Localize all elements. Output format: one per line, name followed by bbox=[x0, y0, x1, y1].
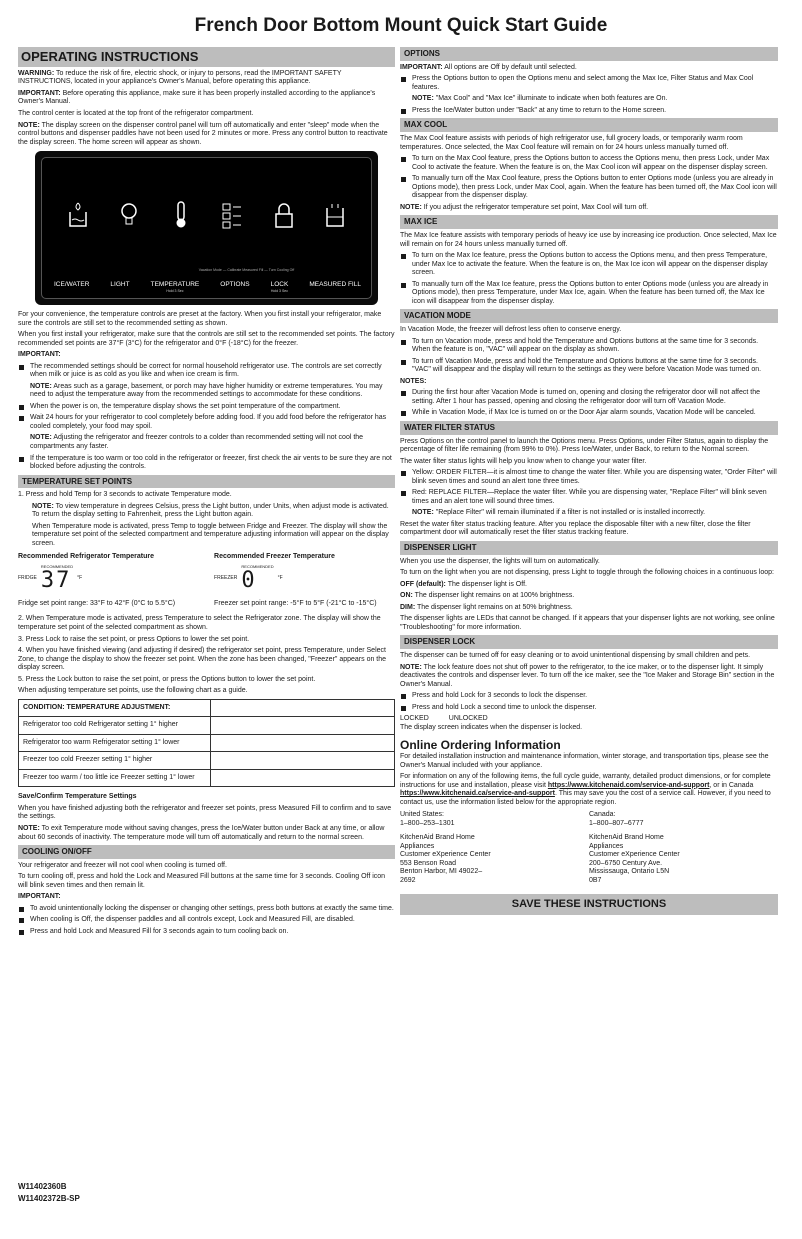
recommended-label: RECOMMENDED bbox=[40, 564, 74, 570]
online-text-2: For information on any of the following items, the full cycle guide, warranty, detailed product dimensions, or for complete instructions for use and installation, please visit https://www.kitchenaid.com/service-and-support, or in Canada https://www.kitchenaid.ca/service-and-support. This may save you the cost of a service call. However, if you need to contact us, use the information listed below for the appropriate region. bbox=[400, 773, 771, 806]
adjust-guide: When adjusting temperature set points, use the following chart as a guide. bbox=[18, 687, 248, 695]
list-item: Yellow: ORDER FILTER—it is almost time to change the water filter. While you are dispensing water, "Order Filter" will blink seven times and sound an alert tone three times. bbox=[400, 469, 778, 486]
list-item: To turn on Vacation mode, press and hold the Temperature and Options buttons at the same time for 3 seconds. When the feature is on, "VAC" will appear on the display as shown. bbox=[400, 338, 778, 355]
toggle-text: When Temperature mode is activated, press Temp to toggle between Fridge and Freezer. The display will show the temperature set point of the selected compartment and temperature adjusting information will appear on the display screen. bbox=[32, 522, 389, 548]
canada-service-link[interactable]: https://www.kitchenaid.ca/service-and-support bbox=[400, 790, 555, 798]
lock-button[interactable]: LOCK Hold 3 Sec bbox=[270, 281, 289, 294]
canada-contact: Canada: 1–800–807–6777 KitchenAid Brand Home Appliances Customer eXperience Center 200–6750 Century Ave. Mississauga, Ontario L5N 0B7 bbox=[589, 811, 680, 884]
list-item: During the first hour after Vacation Mode is turned on, opening and closing the refrigerator door will not affect the setting. After 1 hour has passed, opening and closing the refrigerator door will turn off Vacation Mode. bbox=[400, 389, 778, 406]
step-1: 1. Press and hold Temp for 3 seconds to activate Temperature mode. bbox=[18, 491, 232, 499]
save-confirm-title: Save/Confirm Temperature Settings bbox=[18, 793, 137, 801]
page-title: French Door Bottom Mount Quick Start Guide bbox=[194, 15, 608, 36]
list-item: If the temperature is too warm or too cold in the refrigerator or freezer, first check the air vents to be sure they are not blocked before adjusting the controls. bbox=[18, 455, 395, 472]
options-header: OPTIONS bbox=[400, 47, 778, 61]
save-instructions-banner: SAVE THESE INSTRUCTIONS bbox=[400, 894, 778, 915]
list-item: To avoid unintentionally locking the dispenser or changing other settings, press both buttons at exactly the same time. bbox=[18, 905, 395, 914]
dispenser-light-text: When you use the dispenser, the lights will turn on automatically. bbox=[400, 557, 600, 565]
options-button[interactable]: OPTIONS bbox=[220, 281, 250, 289]
dispenser-lock-header: DISPENSER LOCK bbox=[400, 635, 778, 649]
list-item: To turn on the Max Ice feature, press the Options button to access the Options menu, and then press Temperature, under Max Ice to activate the feature. When the feature is on, the Max Ice icon will appear on the dispenser display screen. bbox=[400, 252, 778, 278]
important-label: IMPORTANT: bbox=[18, 351, 61, 359]
list-item: Press and hold Lock and Measured Fill for 3 seconds again to turn cooling back on. bbox=[18, 928, 395, 937]
list-item: The recommended settings should be correct for normal household refrigerator use. The controls are set correctly when milk or juice is as cold as you like and when ice cream is firm. bbox=[18, 363, 395, 380]
celsius-note: NOTE: To view temperature in degrees Celsius, press the Light button, under Units, when adjust mode is activated. To return the display setting to Fahrenheit, press the Light button again. bbox=[32, 502, 389, 519]
list-item: While in Vacation Mode, if Max Ice is turned on or the Door Ajar alarm sounds, Vacation Mode will be canceled. bbox=[400, 409, 778, 418]
document-codes bbox=[18, 1181, 80, 1205]
operating-instructions-header: OPERATING INSTRUCTIONS bbox=[18, 47, 395, 67]
light-on: ON: The dispenser light remains on at 100% brightness. bbox=[400, 592, 575, 600]
table-row: Freezer too warm / too little ice Freezer setting 1° lower bbox=[19, 769, 395, 787]
max-cool-text: The Max Cool feature assists with periods of high refrigerator use, full grocery loads, or temporarily warm room temperatures. Once selected, the Max Cool feature will remain on for 24 hours unless manually turned off. bbox=[400, 135, 743, 151]
unit-label: °F bbox=[77, 575, 83, 582]
light-icon bbox=[118, 200, 140, 230]
thermometer-icon bbox=[170, 200, 192, 230]
colder-note: NOTE: Adjusting the refrigerator and freezer controls to a colder than recommended setting will not cool the compartments any faster. bbox=[30, 434, 364, 451]
step-3: 3. Press Lock to raise the set point, or press Options to lower the set point. bbox=[18, 635, 250, 643]
list-item: When cooling is Off, the dispenser paddles and all controls except, Lock and Measured Fill, are disabled. bbox=[18, 916, 395, 925]
options-list bbox=[400, 75, 778, 115]
lock-status-icons bbox=[400, 715, 778, 724]
list-item: When the power is on, the temperature display shows the set point temperature of the compartment. bbox=[18, 403, 395, 412]
max-cool-note: NOTE: If you adjust the refrigerator temperature set point, Max Cool will turn off. bbox=[400, 203, 649, 211]
convenience-text: For your convenience, the temperature controls are preset at the factory. When you first install your refrigerator, make sure the controls are still set to the recommended setting as shown. bbox=[18, 311, 382, 327]
list-item: Press the Options button to open the Options menu and select among the Max Ice, Filter Status and Max Cool features. bbox=[400, 75, 778, 92]
table-row: Freezer too cold Freezer setting 1° higher bbox=[19, 752, 395, 770]
max-cool-header: MAX COOL bbox=[400, 118, 778, 132]
freezer-display bbox=[214, 565, 395, 592]
measured-fill-button[interactable]: MEASURED FILL bbox=[309, 281, 361, 289]
vacation-notes-label: NOTES: bbox=[400, 377, 427, 385]
unit-label: °F bbox=[277, 575, 283, 582]
freezer-label: FREEZER bbox=[214, 575, 238, 582]
freezer-range: Freezer set point range: -5°F to 5°F (-21°C to -15°C) bbox=[214, 599, 377, 607]
cooling-text-2: To turn cooling off, press and hold the Lock and Measured Fill buttons at the same time for 3 seconds. Cooling Off icon will blink seven times and then remain lit. bbox=[18, 873, 386, 889]
water-filter-header: WATER FILTER STATUS bbox=[400, 421, 778, 435]
vacation-notes-list bbox=[400, 389, 778, 418]
dispenser-light-text-2: To turn on the light when you are not dispensing, press Light to toggle through the following choices in a continuous loop: bbox=[400, 569, 774, 577]
list-item: Press the Ice/Water button under "Back" at any time to return to the Home screen. bbox=[400, 107, 778, 116]
warning-text: WARNING: To reduce the risk of fire, electric shock, or injury to persons, read the IMPORTANT SAFETY INSTRUCTIONS, located in your appliance's Owner's Manual, before operating this appliance. bbox=[18, 69, 342, 86]
humidity-note: NOTE: Areas such as a garage, basement, or porch may have higher humidity or extreme temperatures. You may need to adjust the temperature away from the recommended settings to accommodate for these conditions. bbox=[30, 382, 383, 399]
rec-fridge-title: Recommended Refrigerator Temperature bbox=[18, 552, 155, 560]
max-ice-list bbox=[400, 252, 778, 306]
contact-addresses bbox=[400, 811, 778, 885]
max-cool-list bbox=[400, 155, 778, 201]
max-ice-header: MAX ICE bbox=[400, 215, 778, 229]
light-button[interactable]: LIGHT bbox=[110, 281, 130, 289]
temperature-set-points-header: TEMPERATURE SET POINTS bbox=[18, 475, 395, 489]
table-row: Refrigerator too warm Refrigerator setting 1° lower bbox=[19, 734, 395, 752]
list-item: To manually turn off the Max Cool feature, press the Options button to enter Options mode (unless you are already in Options mode), then press Lock, under Max Cool, again. When the feature has been turned off, the Max Cool icon will disappear from the dispenser display. bbox=[400, 175, 778, 201]
water-filter-note: NOTE: "Replace Filter" will remain illuminated if a filter is not installed or is installed incorrectly. bbox=[412, 509, 706, 517]
fridge-range: Fridge set point range: 33°F to 42°F (0°C to 5.5°C) bbox=[18, 599, 176, 607]
rec-freezer-title: Recommended Freezer Temperature bbox=[214, 552, 335, 560]
light-leds: The dispenser lights are LEDs that cannot be changed. If it appears that your dispenser lights are not working, see online "Troubleshooting" for more information. bbox=[400, 615, 775, 631]
options-note: NOTE: "Max Cool" and "Max Ice" illuminate to indicate when both features are On. bbox=[412, 95, 668, 103]
us-service-link[interactable]: https://www.kitchenaid.com/service-and-support bbox=[547, 781, 710, 789]
freezer-temp-value: 0 bbox=[241, 567, 257, 593]
dispenser-light-header: DISPENSER LIGHT bbox=[400, 541, 778, 555]
ice-water-button[interactable]: ICE/WATER bbox=[54, 281, 90, 289]
online-ordering-title: Online Ordering Information bbox=[400, 738, 561, 753]
right-column bbox=[400, 44, 778, 918]
important-text: IMPORTANT: Before operating this appliance, make sure it has been properly installed according to the appliance's Owner's Manual. bbox=[18, 89, 376, 106]
list-item: Wait 24 hours for your refrigerator to cool completely before adding food. If you add food before the refrigerator has cooled completely, your food may spoil. bbox=[18, 414, 395, 431]
vacation-list bbox=[400, 338, 778, 375]
cooling-on-off-header: COOLING ON/OFF bbox=[18, 845, 395, 859]
list-item: To turn off Vacation Mode, press and hold the Temperature and Options buttons at the same time for 3 seconds. "VAC" will disappear and the display will return to the settings as they were before Vacation Mode was turned on. bbox=[400, 358, 778, 375]
list-item: To manually turn off the Max Ice feature, press the Options button to enter Options mode (unless you are already in Options mode), then press Temperature, under Max Ice, again. When the feature has been turned off, the Max Ice icon will disappear from the dispenser display. bbox=[400, 281, 778, 307]
panel-hold-hints: Vacation Mode — Calibrate Measured Fill — Turn Cooling Off bbox=[198, 268, 295, 273]
list-item: To turn on the Max Cool feature, press the Options button to access the Options menu, then press Lock, under Max Cool to activate the feature. When the feature is on, the Max Cool icon will appear on the dispenser display screen. bbox=[400, 155, 778, 172]
recommended-label: RECOMMENDED bbox=[241, 564, 274, 570]
control-panel-image bbox=[35, 151, 378, 305]
list-item: Red: REPLACE FILTER—Replace the water filter. While you are dispensing water, "Replace Filter" will blink seven times and an alert tone will sound three times. bbox=[400, 489, 778, 506]
max-ice-text: The Max Ice feature assists with temporary periods of heavy ice use by increasing ice production. Once selected, Max Ice will remain on for 24 hours unless manually turned off. bbox=[400, 232, 777, 248]
step-2: 2. When Temperature mode is activated, press Temperature to select the Refrigerator zone. The display will show the temperature set point of the selected compartment as shown. bbox=[18, 615, 381, 632]
water-filter-text-2: The water filter status lights will help you know when to change your water filter. bbox=[400, 457, 647, 465]
cooling-text-1: Your refrigerator and freezer will not cool when cooling is turned off. bbox=[18, 861, 227, 869]
vacation-mode-header: VACATION MODE bbox=[400, 309, 778, 323]
save-confirm-text: When you have finished adjusting both the refrigerator and freezer set points, press Measured Fill to confirm and to save the settings. bbox=[18, 804, 392, 821]
fridge-display bbox=[18, 565, 199, 592]
left-column bbox=[18, 44, 395, 940]
adjustment-table bbox=[18, 699, 395, 788]
list-item: Press and hold Lock for 3 seconds to lock the dispenser. bbox=[400, 692, 778, 701]
doc-code: W11402372B-SP bbox=[18, 1194, 80, 1203]
dispenser-lock-note: NOTE: The lock feature does not shut off power to the refrigerator, to the ice maker, or to the dispenser light. It simply deactivates the controls and dispenser lever. To turn off the ice maker, see the "Ice Maker and Storage Bin" section in the Owner's Manual. bbox=[400, 663, 775, 688]
step-4: 4. When you have finished viewing (and adjusting if desired) the refrigerator set point, press Temperature, under Select Zone, to change the display to show the freezer set point. When the zone has been changed, "Freezer" appears on the display screen. bbox=[18, 647, 387, 672]
fridge-label: FRIDGE bbox=[18, 575, 37, 582]
dispenser-lock-text: The dispenser can be turned off for easy cleaning or to avoid unintentional dispensing by small children and pets. bbox=[400, 652, 751, 660]
temperature-button[interactable]: TEMPERATURE Hold 3 Sec bbox=[150, 281, 200, 294]
options-icon bbox=[221, 200, 243, 230]
doc-code: W11402360B bbox=[18, 1182, 67, 1191]
ice-water-icon bbox=[67, 200, 89, 230]
us-contact: United States: 1–800–253–1301 KitchenAid Brand Home Appliances Customer eXperience Center 553 Benson Road Benton Harbor, MI 49022–2692 bbox=[400, 811, 491, 884]
lock-icon bbox=[273, 200, 295, 230]
sleep-note: NOTE: The display screen on the dispenser control panel will turn off automatically and enter "sleep" mode when the control buttons and dispenser paddles have not been used for 2 minutes or more. Press any control button to reactivate the display screen. The home screen will appear as shown. bbox=[18, 121, 388, 146]
table-row: Refrigerator too cold Refrigerator setting 1° higher bbox=[19, 717, 395, 735]
light-off: OFF (default): The dispenser light is Off. bbox=[400, 580, 527, 588]
cooling-list bbox=[18, 905, 395, 937]
table-row: CONDITION: TEMPERATURE ADJUSTMENT: bbox=[19, 699, 395, 717]
first-install-text: When you first install your refrigerator, make sure that the controls are still set to the recommended set points. The factory recommended set points are 37°F (3°C) for the refrigerator and 0°F (-18°C) for the freezer. bbox=[18, 331, 395, 347]
exit-note: NOTE: To exit Temperature mode without saving changes, press the Ice/Water button under Back at any time, or allow about 60 seconds of inactivity. The temperature mode will turn off automatically and return to the normal screen. bbox=[18, 824, 385, 841]
options-important: IMPORTANT: All options are Off by default until selected. bbox=[400, 63, 577, 71]
water-filter-reset: Reset the water filter status tracking feature. After you replace the disposable filter with a new filter, close the filter compartment door will automatically reset the filter status tracking feature. bbox=[400, 520, 751, 537]
important-list bbox=[18, 363, 395, 472]
water-filter-text: Press Options on the control panel to launch the Options menu. Press Options, under Filter Status, again to display the percentage of filter life remaining (from 99% to 0%). Press Ice/Water, under Back, to return to the Normal screen. bbox=[400, 437, 769, 454]
light-dim: DIM: The dispenser light remains on at 50% brightness. bbox=[400, 603, 573, 611]
list-item: Press and hold Lock a second time to unlock the dispenser. bbox=[400, 704, 778, 713]
unlocked-label: UNLOCKED bbox=[448, 715, 488, 723]
cooling-important: IMPORTANT: bbox=[18, 893, 61, 901]
online-text-1: For detailed installation instruction and maintenance information, winter storage, and transportation tips, please see the Owner's Manual included with your appliance. bbox=[400, 753, 769, 769]
recommended-temperatures bbox=[18, 553, 395, 596]
vacation-text: In Vacation Mode, the freezer will defrost less often to conserve energy. bbox=[400, 326, 622, 334]
step-5: 5. Press the Lock button to raise the set point, or press the Options button to lower the set point. bbox=[18, 675, 316, 683]
lock-display-text: The display screen indicates when the dispenser is locked. bbox=[400, 723, 583, 731]
water-filter-list bbox=[400, 469, 778, 518]
locked-label: LOCKED bbox=[400, 715, 429, 723]
fridge-temp-value: 37 bbox=[40, 567, 72, 593]
dispenser-lock-list bbox=[400, 692, 778, 712]
measured-fill-icon bbox=[324, 200, 346, 230]
control-location: The control center is located at the top front of the refrigerator compartment. bbox=[18, 109, 254, 117]
